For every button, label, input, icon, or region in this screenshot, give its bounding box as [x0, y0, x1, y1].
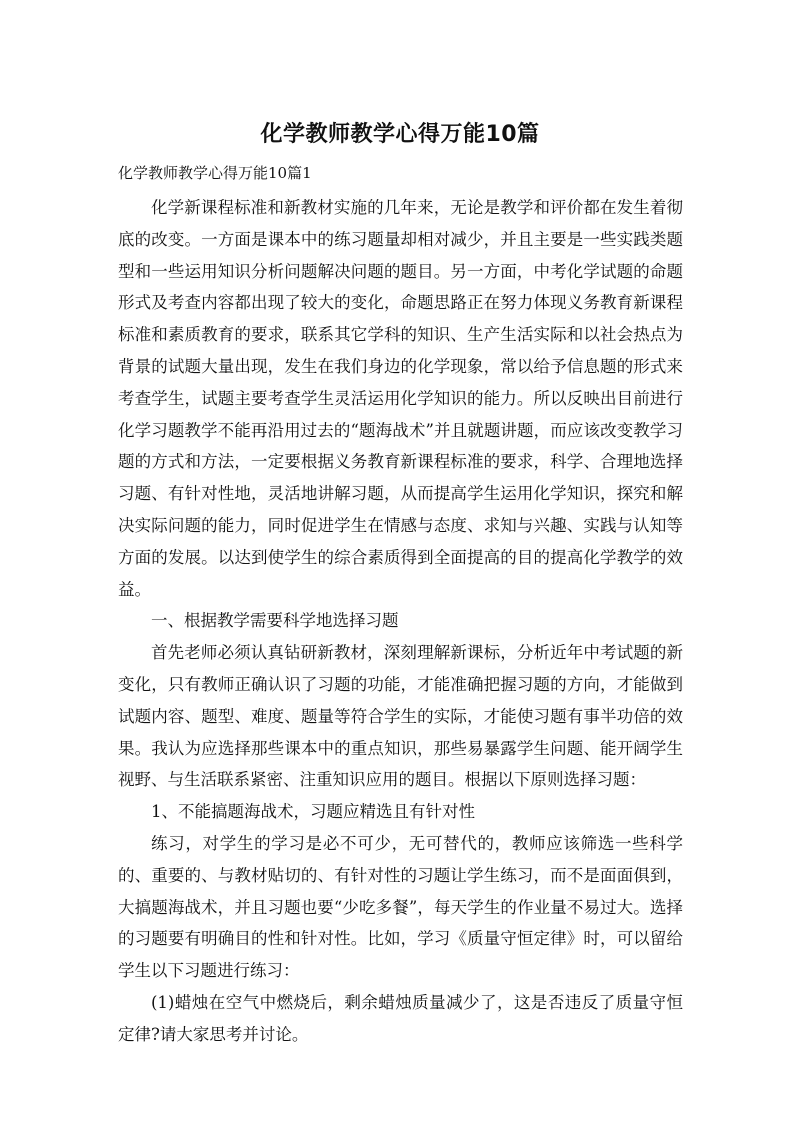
paragraph: 练习，对学生的学习是必不可少，无可替代的，教师应该筛选一些科学的、重要的、与教材贴切的、有针对性的习题让学生练习，而不是面面俱到，大搞题海战术，并且习题也要“少吃多餐”，每天学生的作业量不易过大。选择的习题要有明确目的性和针对性。比如，学习《质量守恒定律》时，可以留给学生以下习题进行练习： [118, 833, 683, 981]
paragraph: (1)蜡烛在空气中燃烧后，剩余蜡烛质量减少了，这是否违反了质量守恒定律?请大家思考并讨论。 [118, 992, 683, 1044]
document-title: 化学教师教学心得万能10篇 [260, 122, 540, 147]
section-heading: 一、根据教学需要科学地选择习题 [151, 611, 399, 631]
document-body [118, 192, 683, 1051]
document-subtitle: 化学教师教学心得万能10篇1 [118, 164, 312, 182]
subsection-heading: 1、不能搞题海战术，习题应精选且有针对性 [151, 802, 475, 822]
paragraph: 化学新课程标准和新教材实施的几年来，无论是教学和评价都在发生着彻底的改变。一方面是课本中的练习题量却相对减少，并且主要是一些实践类题型和一些运用知识分析问题解决问题的题目。另一方面，中考化学试题的命题形式及考查内容都出现了较大的变化，命题思路正在努力体现义务教育新课程标准和素质教育的要求，联系其它学科的知识、生产生活实际和以社会热点为背景的试题大量出现，发生在我们身边的化学现象，常以给予信息题的形式来考查学生，试题主要考查学生灵活运用化学知识的能力。所以反映出目前进行化学习题教学不能再沿用过去的“题海战术”并且就题讲题，而应该改变教学习题的方式和方法，一定要根据义务教育新课程标准的要求，科学、合理地选择习题、有针对性地，灵活地讲解习题，从而提高学生运用化学知识，探究和解决实际问题的能力，同时促进学生在情感与态度、求知与兴趣、实践与认知等方面的发展。以达到使学生的综合素质得到全面提高的目的提高化学教学的效益。 [118, 198, 683, 599]
paragraph: 首先老师必须认真钻研新教材，深刻理解新课标，分析近年中考试题的新变化，只有教师正确认识了习题的功能，才能准确把握习题的方向，才能做到试题内容、题型、难度、题量等符合学生的实际，才能使习题有事半功倍的效果。我认为应选择那些课本中的重点知识，那些易暴露学生问题、能开阔学生视野、与生活联系紧密、注重知识应用的题目。根据以下原则选择习题： [118, 643, 683, 790]
